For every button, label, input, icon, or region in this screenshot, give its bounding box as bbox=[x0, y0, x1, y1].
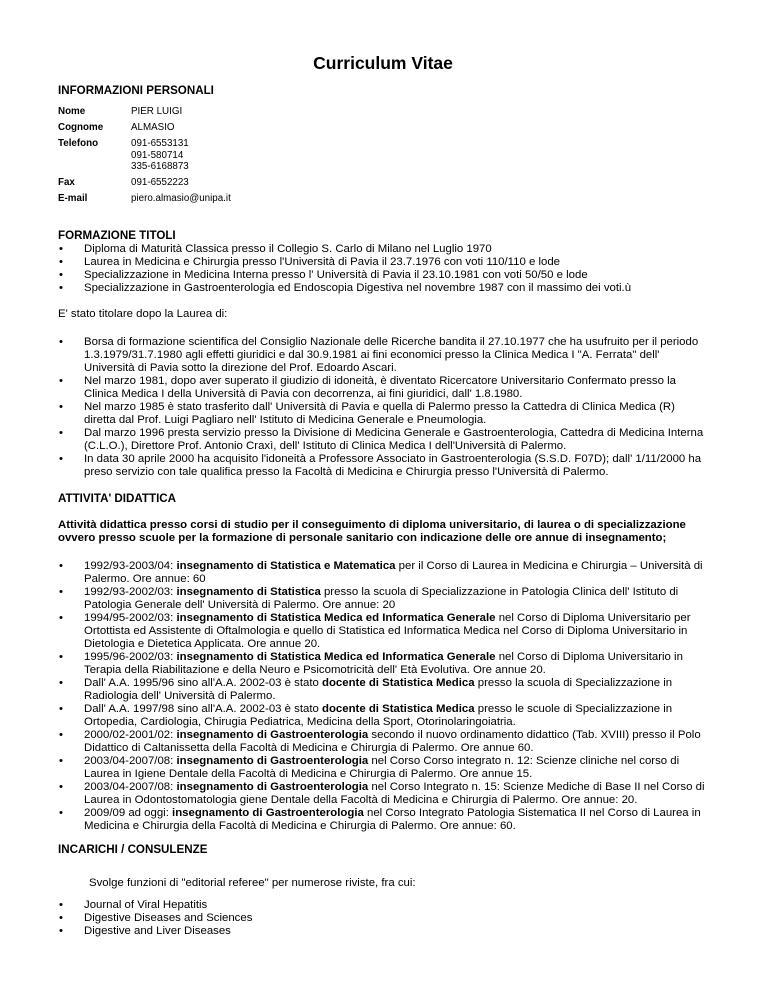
info-row-nome bbox=[58, 104, 231, 120]
list-item: • Specializzazione in Medicina Interna presso l' Università di Pavia il 23.10.1981 con voti 50/50 e lode bbox=[59, 269, 588, 281]
list-item: • Nel marzo 1985 è stato trasferito dall' Università di Pavia e quella di Palermo presso la Cattedra di Clinica Medica (R) diretta dal Prof. Luigi Pagliaro nell' Istituto di Medicina Generale e Pneumologia. bbox=[59, 401, 675, 426]
info-value: ALMASIO bbox=[131, 122, 175, 133]
list-item: • Borsa di formazione scientifica del Consiglio Nazionale delle Ricerche bandita il 27.10.1977 che ha usufruito per il periodo 1.3.1979/31.7.1980 agli effetti giuridici e dal 30.9.1981 ai fini economici presso la Clinica Medica I "A. Ferrata" dell' Università di Pavia sotto la direzione del Prof. Edoardo Ascari. bbox=[59, 336, 699, 374]
list-item: • Dal marzo 1996 presta servizio presso la Divisione di Medicina Generale e Gastroenterologia, Cattedra di Medicina Interna (C.L.O.), Direttore Prof. Antonio Craxì, dell' Istituto di Clinica Medica I dell'Università di Palermo. bbox=[59, 427, 704, 452]
list-item: • 1994/95-2002/03: insegnamento di Statistica Medica ed Informatica Generale nel Corso di Diploma Universitario per Ortottista ed Assistente di Oftalmologia e quello di Statistica ed Informatica Medica nel Corso di Diploma Universitario in Dietologia e Dietetica Applicata. Ore annue 20. bbox=[59, 612, 691, 650]
info-label: Cognome bbox=[58, 122, 104, 133]
formazione-intro: E' stato titolare dopo la Laurea di: bbox=[58, 308, 228, 320]
formazione-list bbox=[58, 243, 708, 295]
list-item: • Diploma di Maturità Classica presso il Collegio S. Carlo di Milano nel Luglio 1970 bbox=[59, 243, 492, 255]
didattica-list bbox=[58, 560, 708, 833]
bullet: • bbox=[59, 612, 63, 624]
list-item: • Dall' A.A. 1997/98 sino all'A.A. 2002-03 è stato docente di Statistica Medica presso le scuole di Specializzazione in Ortopedia, Cardiologia, Chirugia Pediatrica, Medicina della Sport, Otorinolaringoiatria. bbox=[59, 703, 673, 728]
formazione-heading: FORMAZIONE TITOLI bbox=[58, 229, 176, 242]
bullet: • bbox=[59, 243, 63, 255]
info-value: PIER LUIGI bbox=[131, 106, 183, 117]
list-item: • Digestive Diseases and Sciences bbox=[59, 912, 253, 924]
list-item: • Digestive and Liver Diseases bbox=[59, 925, 231, 937]
info-label: E-mail bbox=[58, 193, 88, 204]
list-item: • Laurea in Medicina e Chirurgia presso l'Università di Pavia il 23.7.1976 con voti 110/110 e lode bbox=[59, 256, 561, 268]
info-row-email bbox=[58, 191, 231, 207]
bullet: • bbox=[59, 256, 63, 268]
info-row-cognome bbox=[58, 120, 231, 136]
list-item: • Specializzazione in Gastroenterologia ed Endoscopia Digestiva nel novembre 1987 con il massimo dei voti.ù bbox=[59, 282, 632, 294]
list-item: • 1992/93-2002/03: insegnamento di Statistica presso la scuola di Specializzazione in Patologia Clinica dell' Istituto di Patologia Generale dell' Università di Palermo. Ore annue: 20 bbox=[59, 586, 679, 611]
phone-number: 091-6553131 bbox=[131, 138, 189, 149]
bullet: • bbox=[59, 912, 63, 924]
bullet: • bbox=[59, 427, 63, 439]
info-value: piero.almasio@unipa.it bbox=[131, 193, 231, 204]
bullet: • bbox=[59, 375, 63, 387]
list-item: • 2000/02-2001/02: insegnamento di Gastroenterologia secondo il nuovo ordinamento didattico (Tab. XVIII) presso il Polo Didattico di Caltanissetta della Facoltà di Medicina e Chirurgia di Palermo. Ore annue 60. bbox=[59, 729, 701, 754]
info-value bbox=[131, 136, 189, 175]
info-value: 091-6552223 bbox=[131, 177, 189, 188]
page-title: Curriculum Vitae bbox=[313, 53, 453, 73]
list-item: • 2003/04-2007/08: insegnamento di Gastroenterologia nel Corso Integrato n. 15: Scienze Mediche di Base II nel Corso di Laurea in Odontostomatologia giene Dentale della Facoltà di Medicina e Chirurgia di Palermo. Ore annue: 20. bbox=[59, 781, 705, 806]
info-row-telefono bbox=[58, 136, 231, 175]
list-item: • Dall' A.A. 1995/96 sino all'A.A. 2002-03 è stato docente di Statistica Medica presso la scuola di Specializzazione in Radiologia dell' Università di Palermo. bbox=[59, 677, 673, 702]
list-item: • In data 30 aprile 2000 ha acquisito l'idoneità a Professore Associato in Gastroenterologia (S.S.D. F07D); dall' 1/11/2000 ha preso servizio con tale qualifica presso la Facoltà di Medicina e Chirurgia presso l'Università di Palermo. bbox=[59, 453, 702, 478]
bullet: • bbox=[59, 586, 63, 598]
bullet: • bbox=[59, 677, 63, 689]
bullet: • bbox=[59, 899, 63, 911]
phone-number: 335-6168873 bbox=[131, 161, 189, 172]
list-item: • 2009/09 ad oggi: insegnamento di Gastroenterologia nel Corso Integrato Patologia Sistematica II nel Corso di Laurea in Medicina e Chirurgia della Facoltà di Medicina e Chirurgia di Palermo. Ore annue: 60. bbox=[59, 807, 701, 832]
bullet: • bbox=[59, 807, 63, 819]
bullet: • bbox=[59, 729, 63, 741]
didattica-subheading: Attività didattica presso corsi di studio per il conseguimento di diploma universitario, di laurea o di specializzazione ovvero presso scuole per la formazione di personale sanitario con indicazione delle ore annue di insegnamento; bbox=[58, 519, 686, 544]
bullet: • bbox=[59, 781, 63, 793]
didattica-heading: ATTIVITA' DIDATTICA bbox=[58, 492, 177, 505]
bullet: • bbox=[59, 755, 63, 767]
bullet: • bbox=[59, 282, 63, 294]
list-item: • 1995/96-2002/03: insegnamento di Statistica Medica ed Informatica Generale nel Corso di Diploma Universitario in Terapia della Riabilitazione e della Neuro e Psicomotricità dell' Età Evolutiva. Ore annue 20. bbox=[59, 651, 683, 676]
bullet: • bbox=[59, 560, 63, 572]
bullet: • bbox=[59, 453, 63, 465]
bullet: • bbox=[59, 651, 63, 663]
list-item: • 1992/93-2003/04: insegnamento di Statistica e Matematica per il Corso di Laurea in Medicina e Chirurgia – Università di Palermo. Ore annue: 60 bbox=[59, 560, 703, 585]
bullet: • bbox=[59, 703, 63, 715]
info-label: Nome bbox=[58, 106, 86, 117]
phone-number: 091-580714 bbox=[131, 149, 184, 161]
bullet: • bbox=[59, 925, 63, 937]
info-label: Fax bbox=[58, 177, 75, 188]
personal-heading: INFORMAZIONI PERSONALI bbox=[58, 84, 214, 97]
info-row-fax bbox=[58, 175, 231, 191]
bullet: • bbox=[59, 401, 63, 413]
incarichi-intro: Svolge funzioni di "editorial referee" per numerose riviste, fra cui: bbox=[89, 877, 416, 889]
list-item: • Journal of Viral Hepatitis bbox=[59, 899, 208, 911]
personal-info bbox=[58, 104, 231, 207]
bullet: • bbox=[59, 269, 63, 281]
incarichi-heading: INCARICHI / CONSULENZE bbox=[58, 843, 208, 856]
list-item: • Nel marzo 1981, dopo aver superato il giudizio di idoneità, è diventato Ricercatore Universitario Confermato presso la Clinica Medica I della Università di Pavia con decorrenza, ai fini giuridici, dall' 1.8.1980. bbox=[59, 375, 676, 400]
riviste-list bbox=[58, 899, 708, 938]
bullet: • bbox=[59, 336, 63, 348]
list-item: • 2003/04-2007/08: insegnamento di Gastroenterologia nel Corso Corso integrato n. 12: Scienze cliniche nel corso di Laurea in Igiene Dentale della Facoltà di Medicina e Chirurgia di Palermo. Ore annue 15. bbox=[59, 755, 680, 780]
titoli-list bbox=[58, 336, 708, 479]
info-label: Telefono bbox=[58, 138, 99, 149]
